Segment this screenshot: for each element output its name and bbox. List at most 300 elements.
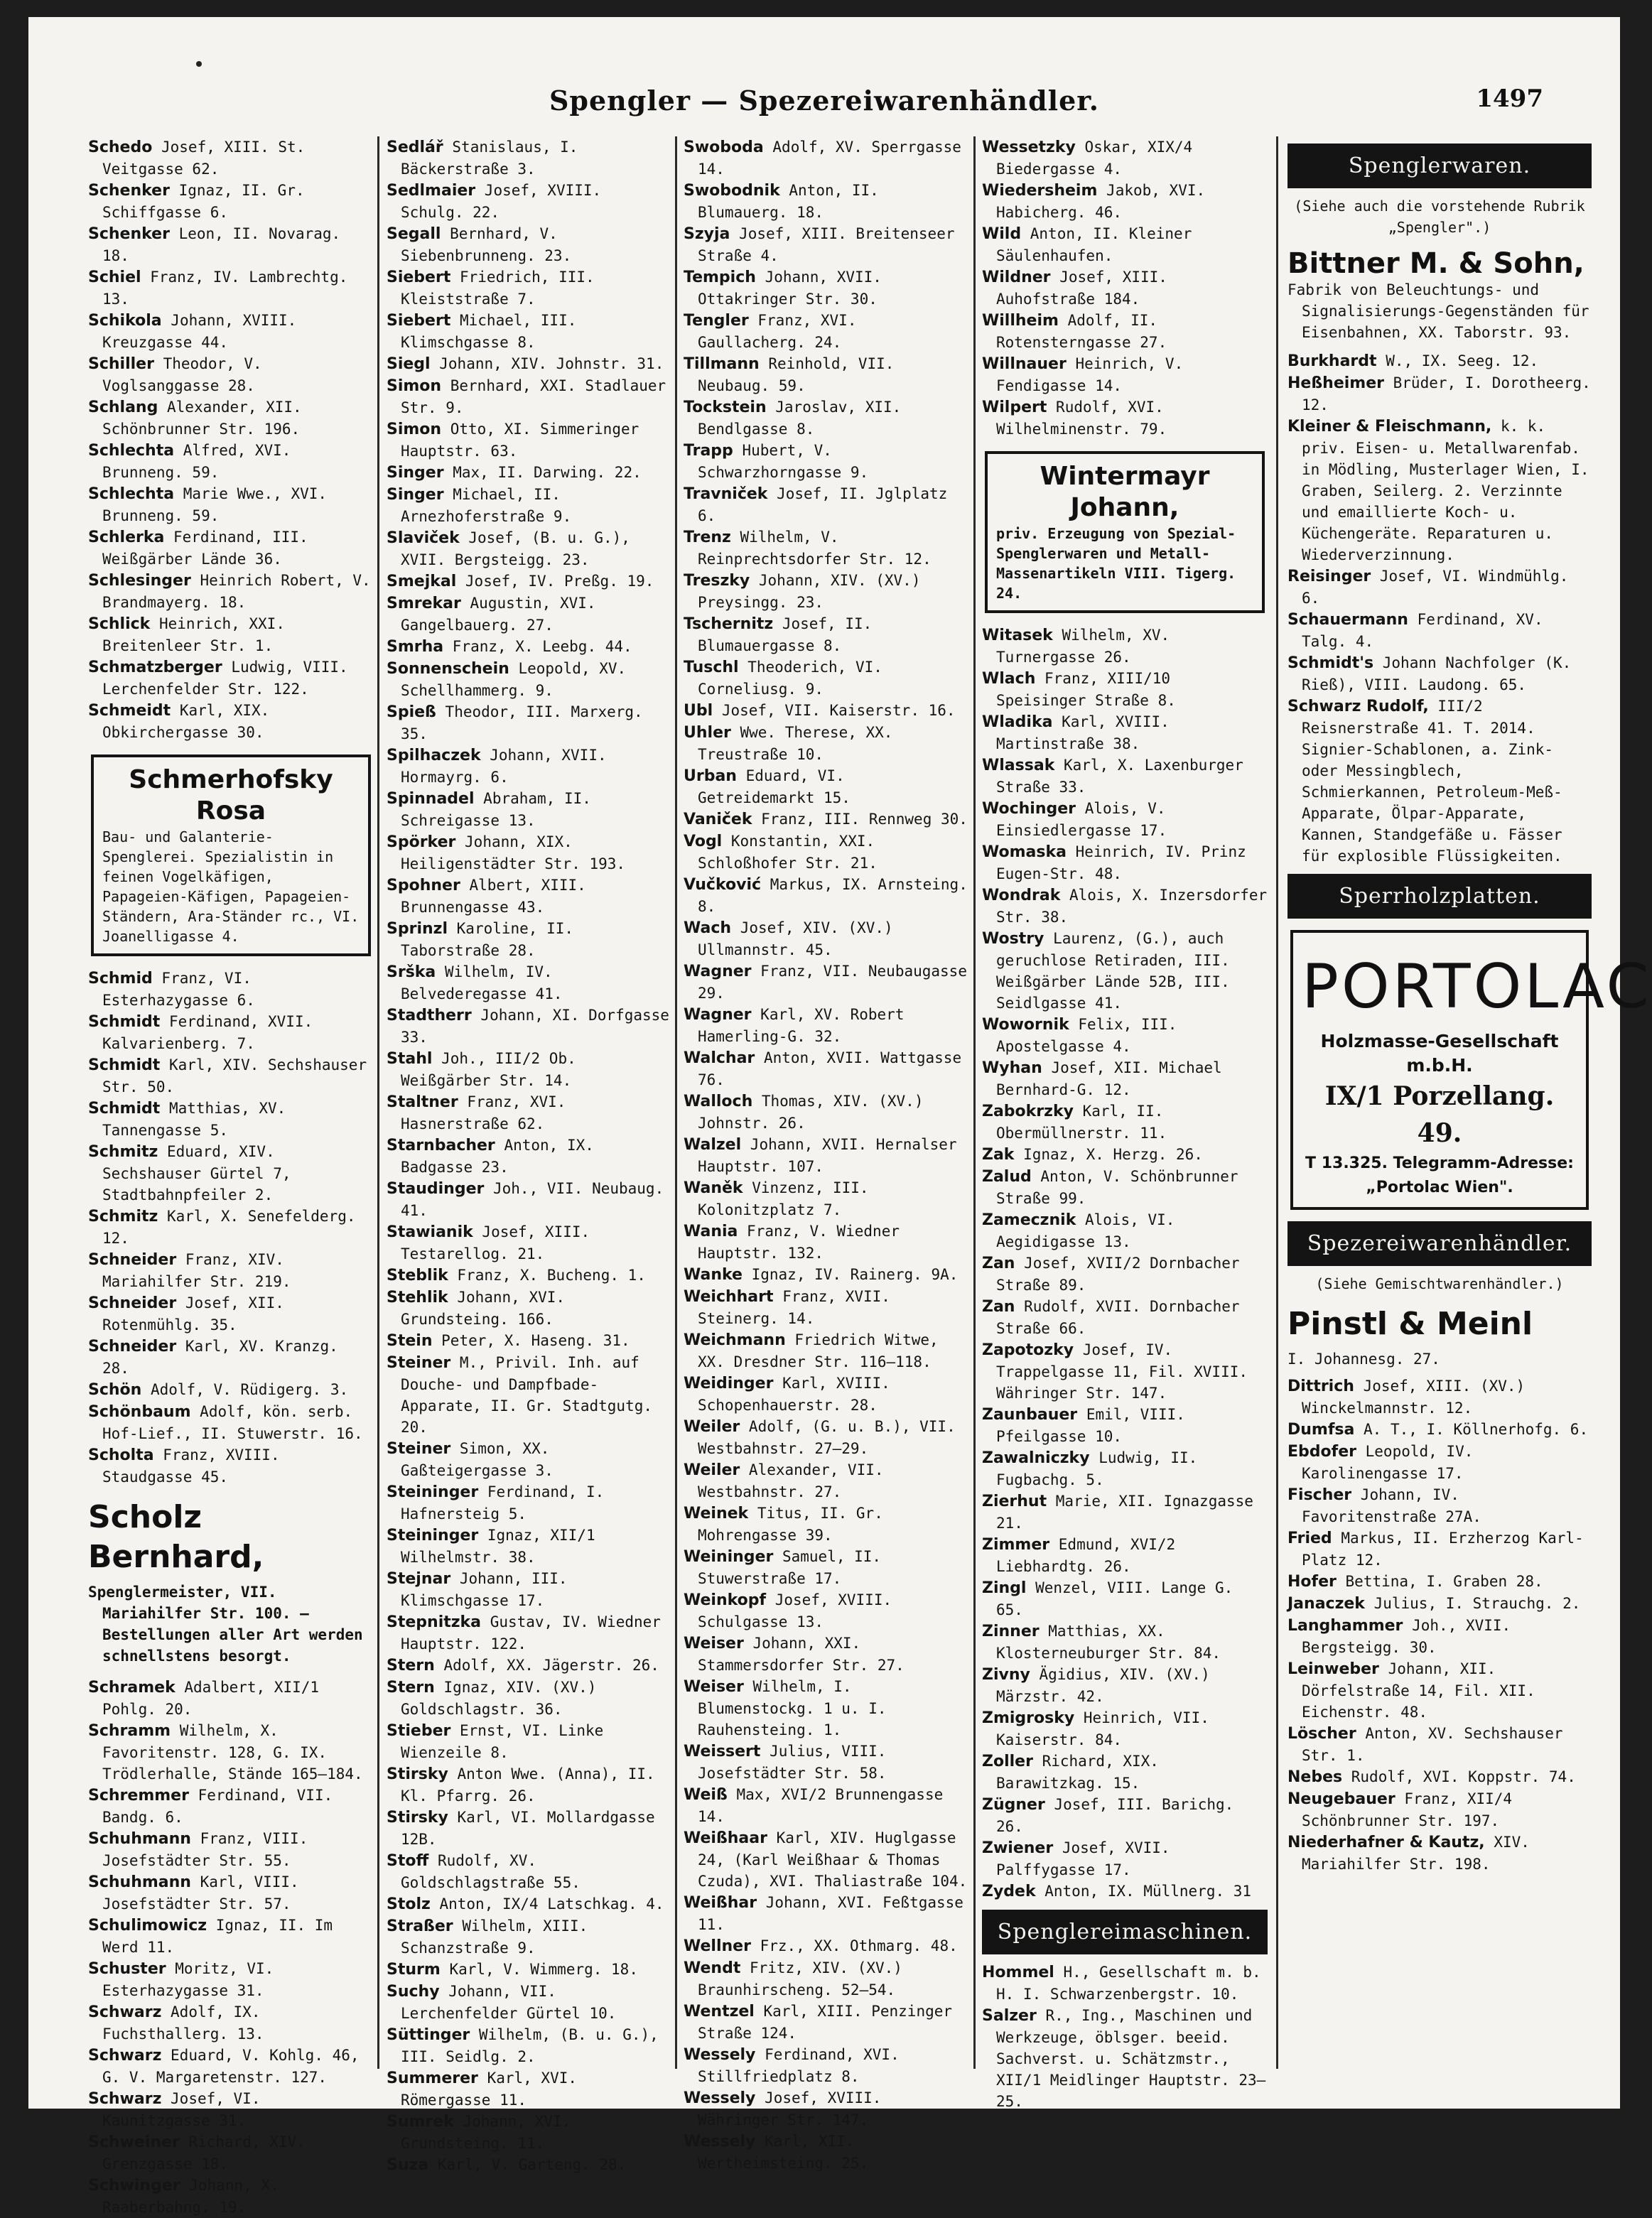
- directory-entry: [982, 1707, 1268, 1751]
- entry-details: Ludwig, VIII. Lerchenfelder Str. 122.: [102, 659, 348, 698]
- entry-details: XIV. Mariahilfer Str. 198.: [1302, 1834, 1530, 1873]
- page-header: [28, 85, 1620, 127]
- entry-surname: Tockstein: [684, 399, 767, 416]
- entry-surname: Schmidt: [88, 1013, 161, 1031]
- entry-details: Johann, XVII. Ottakringer Str. 30.: [698, 269, 882, 308]
- directory-entry: [88, 2001, 374, 2045]
- entry-details: Ferdinand, I. Hafnersteig 5.: [401, 1483, 605, 1522]
- directory-entry: [684, 2087, 969, 2131]
- entry-surname: Steiner: [387, 1440, 451, 1458]
- entry-details: Karl, X. Laxenburger Straße 33.: [996, 757, 1243, 796]
- directory-entry: [88, 2175, 374, 2218]
- directory-entry: [684, 526, 969, 570]
- entry-surname: Staudinger: [387, 1180, 485, 1198]
- directory-entry: [982, 1144, 1268, 1166]
- entry-details: Anton, IX/4 Latschkag. 4.: [439, 1895, 664, 1913]
- entry-surname: Schiel: [88, 269, 141, 286]
- directory-entry: [684, 831, 969, 874]
- entry-details: k. k. priv. Eisen- u. Metallwarenfab. in Mödling, Musterlager Wien, I. Graben, Seilerg. 2. Verzinnte und emaillierte Koch- u. Küchengeräte. Reparaturen u. Wiederverzinnung.: [1302, 418, 1589, 563]
- entry-details: Franz, VII. Neubaugasse 29.: [698, 963, 967, 1002]
- entry-details: Josef, XVII. Palffygasse 17.: [996, 1839, 1170, 1878]
- entry-details: Karl, VIII. Josefstädter Str. 57.: [102, 1873, 299, 1913]
- directory-entry: [1287, 350, 1592, 372]
- entry-surname: Zierhut: [982, 1493, 1047, 1510]
- entry-surname: Fried: [1287, 1530, 1332, 1547]
- entry-surname: Zak: [982, 1146, 1015, 1164]
- directory-entry: [387, 223, 672, 266]
- entry-details: Karl, XIII. Penzinger Straße 124.: [698, 2003, 953, 2042]
- entry-surname: Siegl: [387, 355, 431, 373]
- entry-surname: Schmitz: [88, 1143, 158, 1161]
- portolac-company: Holzmasse-Gesellschaft m.b.H.: [1320, 1031, 1559, 1076]
- entry-surname: Weiler: [684, 1418, 740, 1436]
- entry-details: Ignaz, II. Im Werd 11.: [102, 1917, 333, 1956]
- directory-entry: [387, 1438, 672, 1481]
- entry-details: Alexander, VII. Westbahnstr. 27.: [698, 1461, 884, 1500]
- directory-entry: [387, 593, 672, 636]
- entry-surname: Stepnitzka: [387, 1613, 482, 1631]
- entry-details: Friedrich, III. Kleiststraße 7.: [401, 269, 595, 308]
- entry-surname: Schlechta: [88, 442, 175, 460]
- entry-details: Matthias, XV. Tannengasse 5.: [102, 1100, 286, 1139]
- entry-details: Karl, VI. Mollardgasse 12B.: [401, 1809, 655, 1848]
- entry-surname: Spohner: [387, 877, 460, 894]
- entry-surname: Zawalniczky: [982, 1449, 1090, 1467]
- entry-surname: Ebdofer: [1287, 1443, 1356, 1461]
- directory-entry: [1287, 416, 1592, 566]
- entry-surname: Schremmer: [88, 1787, 189, 1805]
- entry-details: Theodor, V. Voglsanggasse 28.: [102, 355, 262, 394]
- entry-details: Ferdinand, XVII. Kalvarienberg. 7.: [102, 1013, 313, 1052]
- directory-entry: [387, 1677, 672, 1720]
- entry-surname: Spörker: [387, 833, 456, 851]
- page-title: Spengler — Spezereiwarenhändler.: [549, 85, 1100, 117]
- entry-surname: Zivny: [982, 1666, 1030, 1684]
- directory-entry: [684, 613, 969, 656]
- entry-details: Josef, II. Blumauergasse 8.: [698, 615, 873, 654]
- ad-wintermayr: [985, 451, 1265, 613]
- directory-entry: [387, 418, 672, 462]
- entry-list: [684, 136, 969, 2174]
- entry-details: Franz, XII/4 Schönbrunner Str. 197.: [1302, 1790, 1513, 1829]
- entry-surname: Schmidt's: [1287, 654, 1374, 672]
- ad-text: Bau- und Galanterie-Spenglerei. Spezialistin in feinen Vogelkäfigen, Papageien-Käfigen, Papageien-Ständern, Ara-Ständer rc., VI. Joanelligasse 4.: [102, 828, 360, 945]
- directory-entry: [684, 180, 969, 223]
- entry-details: Gustav, IV. Wiedner Hauptstr. 122.: [401, 1613, 661, 1652]
- directory-entry: [387, 1981, 672, 2024]
- entry-surname: Dumfsa: [1287, 1421, 1355, 1439]
- entry-details: Anton, II. Kleiner Säulenhaufen.: [996, 225, 1192, 264]
- directory-entry: [387, 2111, 672, 2154]
- entry-details: Matthias, XX. Klosterneuburger Str. 84.: [996, 1623, 1221, 1662]
- entry-details: Adolf, XX. Jägerstr. 26.: [443, 1657, 659, 1674]
- directory-entry: [387, 1893, 672, 1915]
- entry-list: [982, 624, 1268, 1903]
- directory-entry: [387, 1720, 672, 1763]
- entry-surname: Suza: [387, 2156, 429, 2174]
- entry-details: Franz, X. Leebg. 44.: [452, 638, 632, 655]
- entry-surname: Schwarz: [88, 2090, 162, 2108]
- entry-details: Leopold, IV. Karolinengasse 17.: [1302, 1443, 1474, 1482]
- entry-surname: Schlang: [88, 399, 158, 416]
- entry-details: Markus, IX. Arnsteing. 8.: [698, 876, 968, 915]
- entry-details: Josef, III. Barichg. 26.: [996, 1796, 1234, 1835]
- entry-details: Simon, XX. Gaßteigergasse 3.: [401, 1440, 554, 1479]
- entry-surname: Weissert: [684, 1743, 761, 1760]
- entry-details: Wwe. Therese, XX. Treustraße 10.: [698, 724, 893, 763]
- directory-entry: [387, 1763, 672, 1807]
- entry-surname: Weidinger: [684, 1375, 774, 1392]
- entry-details: Hubert, V. Schwarzhorngasse 9.: [698, 442, 869, 481]
- entry-surname: Neugebauer: [1287, 1790, 1395, 1808]
- entry-surname: Szyja: [684, 225, 730, 243]
- entry-details: Karl, XVI. Römergasse 11.: [401, 2070, 577, 2109]
- directory-entry: [387, 1525, 672, 1568]
- entry-details: Ignaz, X. Herzg. 26.: [1023, 1146, 1203, 1163]
- entry-surname: Wessetzky: [982, 139, 1076, 156]
- entry-surname: Zimmer: [982, 1536, 1050, 1554]
- entry-details: Wilhelm, (B. u. G.), III. Seidlg. 2.: [401, 2026, 659, 2065]
- directory-entry: [387, 831, 672, 875]
- entry-details: Wilhelm, X. Favoritenstr. 128, G. IX. Trödlerhalle, Stände 165—184.: [102, 1722, 363, 1782]
- entry-surname: Ubl: [684, 702, 713, 720]
- entry-surname: Wild: [982, 225, 1022, 243]
- entry-surname: Stein: [387, 1332, 433, 1350]
- entry-list: [88, 136, 374, 743]
- directory-entry: [684, 765, 969, 808]
- directory-entry: [684, 700, 969, 722]
- entry-details: Otto, XI. Simmeringer Hauptstr. 63.: [401, 421, 639, 460]
- entry-surname: Schmidt: [88, 1100, 161, 1118]
- directory-entry: [982, 1057, 1268, 1100]
- entry-details: Johann, III. Klimschgasse 17.: [401, 1570, 568, 1609]
- entry-surname: Swobodnik: [684, 182, 780, 200]
- entry-list: [1287, 350, 1592, 867]
- entry-details: Heinrich, V. Fendigasse 14.: [996, 355, 1184, 394]
- directory-entry: [982, 1100, 1268, 1144]
- entry-surname: Siebert: [387, 312, 451, 330]
- entry-surname: Zapotozky: [982, 1341, 1074, 1359]
- directory-entry: [88, 2045, 374, 2088]
- entry-details: Josef, XII. Michael Bernhard-G. 12.: [996, 1059, 1222, 1098]
- directory-entry: [1287, 1615, 1592, 1658]
- entry-details: Franz, VI. Esterhazygasse 6.: [102, 970, 255, 1009]
- entry-surname: Leinweber: [1287, 1660, 1379, 1678]
- entry-details: Adolf, XV. Sperrgasse 14.: [698, 139, 961, 178]
- entry-details: Adalbert, XII/1 Pohlg. 20.: [102, 1679, 320, 1718]
- entry-surname: Schenker: [88, 225, 170, 243]
- entry-surname: Zingl: [982, 1579, 1027, 1597]
- entry-details: M., Privil. Inh. auf Douche- und Dampfbade-Apparate, II. Gr. Stadtgutg. 20.: [401, 1354, 653, 1436]
- directory-entry: [982, 1166, 1268, 1209]
- directory-entry: [387, 1850, 672, 1893]
- entry-surname: Wlassak: [982, 757, 1055, 774]
- entry-surname: Staltner: [387, 1093, 458, 1111]
- entry-details: Johann, XIV. (XV.) Preysingg. 23.: [698, 572, 921, 611]
- entry-list: [88, 968, 374, 1488]
- entry-details: Augustin, XVI. Gangelbauerg. 27.: [401, 595, 596, 634]
- entry-details: Karl, XIV. Huglgasse 24, (Karl Weißhaar & Thomas Czuda), XVI. Thaliastraße 104.: [698, 1829, 968, 1890]
- entry-details: Leon, II. Novarag. 18.: [102, 225, 341, 264]
- entry-surname: Weinkopf: [684, 1591, 767, 1609]
- ad-scholz-name: Scholz Bernhard,: [88, 1499, 264, 1575]
- directory-entry: [982, 798, 1268, 841]
- entry-surname: Weinek: [684, 1505, 749, 1522]
- directory-entry: [684, 440, 969, 483]
- entry-list: [1287, 1375, 1592, 1875]
- directory-entry: [684, 1633, 969, 1676]
- entry-details: Johann, XII. Dörfelstraße 14, Fil. XII. Eichenstr. 48.: [1302, 1660, 1535, 1721]
- directory-entry: [684, 1503, 969, 1546]
- entry-surname: Vučković: [684, 876, 762, 894]
- entry-surname: Schwarz: [88, 2003, 162, 2021]
- entry-surname: Wentzel: [684, 2003, 755, 2020]
- entry-details: Moritz, VI. Esterhazygasse 31.: [102, 1960, 274, 1999]
- entry-details: Richard, XIX. Barawitzkag. 15.: [996, 1753, 1159, 1792]
- entry-details: Franz, XVI. Gaullacherg. 24.: [698, 312, 857, 351]
- entry-surname: Tempich: [684, 269, 756, 286]
- entry-surname: Weißhar: [684, 1894, 757, 1912]
- entry-details: Reinhold, VII. Neubaug. 59.: [698, 355, 895, 394]
- directory-entry: [88, 2088, 374, 2131]
- entry-surname: Wochinger: [982, 800, 1076, 818]
- directory-entry: [88, 353, 374, 396]
- entry-details: Laurenz, (G.), auch geruchlose Retiraden, III. Weißgärber Lände 52B, III. Seidlgasse 41.: [996, 930, 1230, 1012]
- entry-surname: Schneider: [88, 1294, 177, 1312]
- entry-surname: Simon: [387, 421, 442, 438]
- entry-surname: Stern: [387, 1679, 435, 1697]
- directory-entry: [982, 1962, 1268, 2005]
- directory-entry: [88, 613, 374, 656]
- section-banner-spezereiwarenhaendler: Spezereiwarenhändler.: [1287, 1221, 1592, 1266]
- directory-entry: [982, 624, 1268, 668]
- entry-surname: Schenker: [88, 182, 170, 200]
- entry-surname: Steininger: [387, 1527, 479, 1545]
- directory-entry: [982, 1837, 1268, 1881]
- entry-details: Josef, XIV. (XV.) Ullmannstr. 45.: [698, 919, 893, 958]
- directory-entry: [387, 1481, 672, 1525]
- entry-details: Josef, IV. Trappelgasse 11, Fil. XVIII. Währinger Str. 147.: [996, 1341, 1248, 1402]
- entry-surname: Willheim: [982, 312, 1059, 330]
- directory-entry: [88, 1958, 374, 2001]
- directory-entry: [387, 1135, 672, 1178]
- entry-details: Karl, XII. Wertheimsteing. 25.: [698, 2133, 869, 2172]
- entry-surname: Slaviček: [387, 529, 460, 547]
- directory-entry: [684, 917, 969, 961]
- cross-reference-note: (Siehe auch die vorstehende Rubrik „Spengler".): [1294, 198, 1585, 236]
- entry-surname: Wendt: [684, 1959, 741, 1977]
- directory-entry: [1287, 566, 1592, 609]
- entry-details: Franz, VIII. Josefstädter Str. 55.: [102, 1830, 308, 1869]
- entry-list: [982, 136, 1268, 440]
- directory-entry: [387, 1959, 672, 1981]
- entry-surname: Walzel: [684, 1136, 742, 1154]
- entry-surname: Nebes: [1287, 1768, 1343, 1786]
- directory-entry: [387, 1655, 672, 1677]
- entry-details: Markus, II. Erzherzog Karl-Platz 12.: [1302, 1530, 1584, 1569]
- directory-entry: [982, 1014, 1268, 1057]
- directory-entry: [387, 875, 672, 918]
- directory-entry: [982, 396, 1268, 440]
- entry-surname: Sturm: [387, 1961, 441, 1979]
- entry-surname: Süttinger: [387, 2026, 470, 2044]
- entry-details: R., Ing., Maschinen und Werkzeuge, öblsger. beeid. Sachverst. u. Schätzmstr., XII/1 Meidlinger Hauptstr. 23—25.: [996, 2007, 1266, 2110]
- entry-details: Abraham, II. Schreigasse 13.: [401, 790, 591, 829]
- entry-surname: Zwiener: [982, 1839, 1054, 1857]
- directory-entry: [387, 788, 672, 831]
- entry-details: Vinzenz, III. Kolonitzplatz 7.: [698, 1179, 869, 1218]
- entry-details: Ferdinand, XV. Talg. 4.: [1302, 611, 1543, 650]
- directory-entry: [387, 1330, 672, 1352]
- entry-surname: Singer: [387, 486, 444, 504]
- entry-details: Ferdinand, VII. Bandg. 6.: [102, 1787, 333, 1826]
- entry-surname: Wanke: [684, 1266, 743, 1284]
- entry-details: Johann, XVI. Grundsteing. 166.: [401, 1289, 566, 1328]
- entry-surname: Wlach: [982, 670, 1036, 688]
- entry-details: Josef, XIII. Breitenseer Straße 4.: [698, 225, 955, 264]
- entry-surname: Vogl: [684, 833, 723, 850]
- directory-entry: [982, 266, 1268, 310]
- directory-entry: [387, 484, 672, 527]
- directory-entry: [684, 1827, 969, 1892]
- directory-page: [28, 17, 1652, 2216]
- entry-surname: Smejkal: [387, 573, 457, 590]
- directory-entry: [684, 396, 969, 440]
- directory-entry: [684, 1957, 969, 2001]
- entry-surname: Witasek: [982, 627, 1053, 644]
- directory-entry: [1287, 1484, 1592, 1527]
- entry-details: Samuel, II. Stuwerstraße 17.: [698, 1548, 882, 1587]
- directory-entry: [684, 2001, 969, 2044]
- directory-entry: [684, 266, 969, 310]
- entry-details: Rudolf, XVI. Wilhelminenstr. 79.: [996, 399, 1167, 438]
- directory-entry: [88, 570, 374, 613]
- entry-details: Anton Wwe. (Anna), II. Kl. Pfarrg. 26.: [401, 1765, 655, 1805]
- entry-surname: Weiler: [684, 1461, 740, 1479]
- directory-entry: [982, 1621, 1268, 1664]
- entry-details: Titus, II. Gr. Mohrengasse 39.: [698, 1505, 883, 1544]
- directory-entry: [387, 2067, 672, 2111]
- entry-details: Karl, XV. Kranzg. 28.: [102, 1338, 338, 1377]
- entry-surname: Heßheimer: [1287, 374, 1384, 392]
- entry-details: Brüder, I. Dorotheerg. 12.: [1302, 374, 1591, 413]
- entry-details: Eduard, V. Kohlg. 46, G. V. Margaretenstr. 127.: [102, 2047, 360, 2086]
- directory-entry: [982, 136, 1268, 180]
- entry-details: Edmund, XVI/2 Liebhardtg. 26.: [996, 1536, 1176, 1575]
- entry-surname: Stoff: [387, 1852, 429, 1870]
- entry-surname: Uhler: [684, 724, 731, 742]
- entry-details: A. T., I. Köllnerhofg. 6.: [1364, 1421, 1589, 1438]
- entry-details: Johann, VII. Lerchenfelder Gürtel 10.: [401, 1983, 617, 2022]
- directory-entry: [684, 1221, 969, 1264]
- directory-entry: [1287, 1788, 1592, 1832]
- directory-entry: [88, 1292, 374, 1336]
- entry-details: Johann, XIV. Johnstr. 31.: [439, 355, 664, 372]
- entry-surname: Swoboda: [684, 139, 764, 156]
- entry-details: Franz, IV. Lambrechtg. 13.: [102, 269, 348, 308]
- entry-surname: Steininger: [387, 1483, 479, 1501]
- entry-details: Anton, XV. Sechshauser Str. 1.: [1302, 1725, 1563, 1764]
- entry-details: Johann, XVI. Feßtgasse 11.: [698, 1894, 963, 1933]
- directory-entry: [982, 1253, 1268, 1296]
- entry-details: Karoline, II. Taborstraße 28.: [401, 920, 574, 959]
- directory-entry: [387, 745, 672, 788]
- entry-surname: Zalud: [982, 1168, 1032, 1186]
- entry-surname: Womaska: [982, 843, 1067, 861]
- entry-details: Eduard, VI. Getreidemarkt 15.: [698, 767, 851, 806]
- meinl-address: I. Johannesg. 27.: [1287, 1351, 1440, 1368]
- entry-details: Wenzel, VIII. Lange G. 65.: [996, 1579, 1233, 1618]
- entry-surname: Singer: [387, 464, 444, 482]
- entry-surname: Tillmann: [684, 355, 760, 373]
- entry-details: Johann, XI. Dorfgasse 33.: [401, 1007, 669, 1046]
- directory-entry: [88, 396, 374, 440]
- entry-surname: Hommel: [982, 1964, 1054, 1981]
- entry-details: Josef, XVIII. Schulg. 22.: [401, 182, 602, 221]
- entry-details: Anton, XVII. Wattgasse 76.: [698, 1049, 962, 1088]
- directory-entry: [88, 1336, 374, 1379]
- directory-entry: [684, 353, 969, 396]
- entry-surname: Stawianik: [387, 1223, 473, 1241]
- directory-entry: [387, 570, 672, 593]
- entry-details: Alfred, XVI. Brunneng. 59.: [102, 442, 291, 481]
- entry-surname: Schramek: [88, 1679, 176, 1697]
- directory-entry: [684, 808, 969, 831]
- directory-entry: [1287, 1441, 1592, 1484]
- directory-entry: [88, 1379, 374, 1401]
- directory-entry: [88, 1206, 374, 1249]
- entry-details: Adolf, (G. u. B.), VII. Westbahnstr. 27—29.: [698, 1418, 956, 1457]
- entry-details: H., Gesellschaft m. b. H. I. Schwarzenbergstr. 10.: [996, 1964, 1261, 2003]
- entry-details: Josef, XII. Rotenmühlg. 35.: [102, 1294, 284, 1333]
- entry-details: Ägidius, XIV. (XV.) Märzstr. 42.: [996, 1666, 1210, 1705]
- entry-surname: Schmatzberger: [88, 659, 222, 676]
- entry-surname: Sedlmaier: [387, 182, 476, 200]
- entry-list: [982, 1962, 1268, 2112]
- entry-surname: Scholta: [88, 1446, 154, 1464]
- entry-details: Karl, XIV. Sechshauser Str. 50.: [102, 1056, 367, 1096]
- section-banner-spenglerwaren: Spenglerwaren.: [1287, 144, 1592, 188]
- entry-details: Theodor, III. Marxerg. 35.: [401, 703, 643, 742]
- entry-details: Peter, X. Haseng. 31.: [441, 1332, 630, 1349]
- entry-surname: Spieß: [387, 703, 436, 721]
- directory-entry: [684, 1589, 969, 1633]
- entry-details: Ignaz, II. Gr. Schiffgasse 6.: [102, 182, 305, 221]
- entry-surname: Weiß: [684, 1786, 728, 1804]
- directory-entry: [1287, 1419, 1592, 1441]
- entry-surname: Schuhmann: [88, 1873, 191, 1891]
- entry-details: Julius, VIII. Josefstädter Str. 58.: [698, 1743, 887, 1782]
- directory-entry: [982, 353, 1268, 396]
- entry-details: Rudolf, XVII. Dornbacher Straße 66.: [996, 1298, 1240, 1337]
- entry-details: Josef, XIII. Auhofstraße 184.: [996, 269, 1167, 308]
- entry-details: Heinrich, XXI. Breitenleer Str. 1.: [102, 615, 285, 654]
- directory-entry: [684, 223, 969, 266]
- entry-details: Karl, X. Senefelderg. 12.: [102, 1208, 356, 1247]
- directory-entry: [88, 1098, 374, 1141]
- entry-surname: Wilpert: [982, 399, 1047, 416]
- directory-entry: [88, 1785, 374, 1828]
- directory-entry: [88, 2131, 374, 2175]
- directory-entry: [684, 1546, 969, 1589]
- entry-list: [88, 1677, 374, 2218]
- directory-entry: [1287, 1593, 1592, 1615]
- entry-details: Franz, V. Wiedner Hauptstr. 132.: [698, 1223, 900, 1262]
- entry-surname: Weichmann: [684, 1331, 786, 1349]
- entry-surname: Niederhafner & Kautz,: [1287, 1834, 1485, 1851]
- meinl-name: Pinstl & Meinl: [1287, 1306, 1533, 1342]
- entry-surname: Summerer: [387, 2070, 478, 2087]
